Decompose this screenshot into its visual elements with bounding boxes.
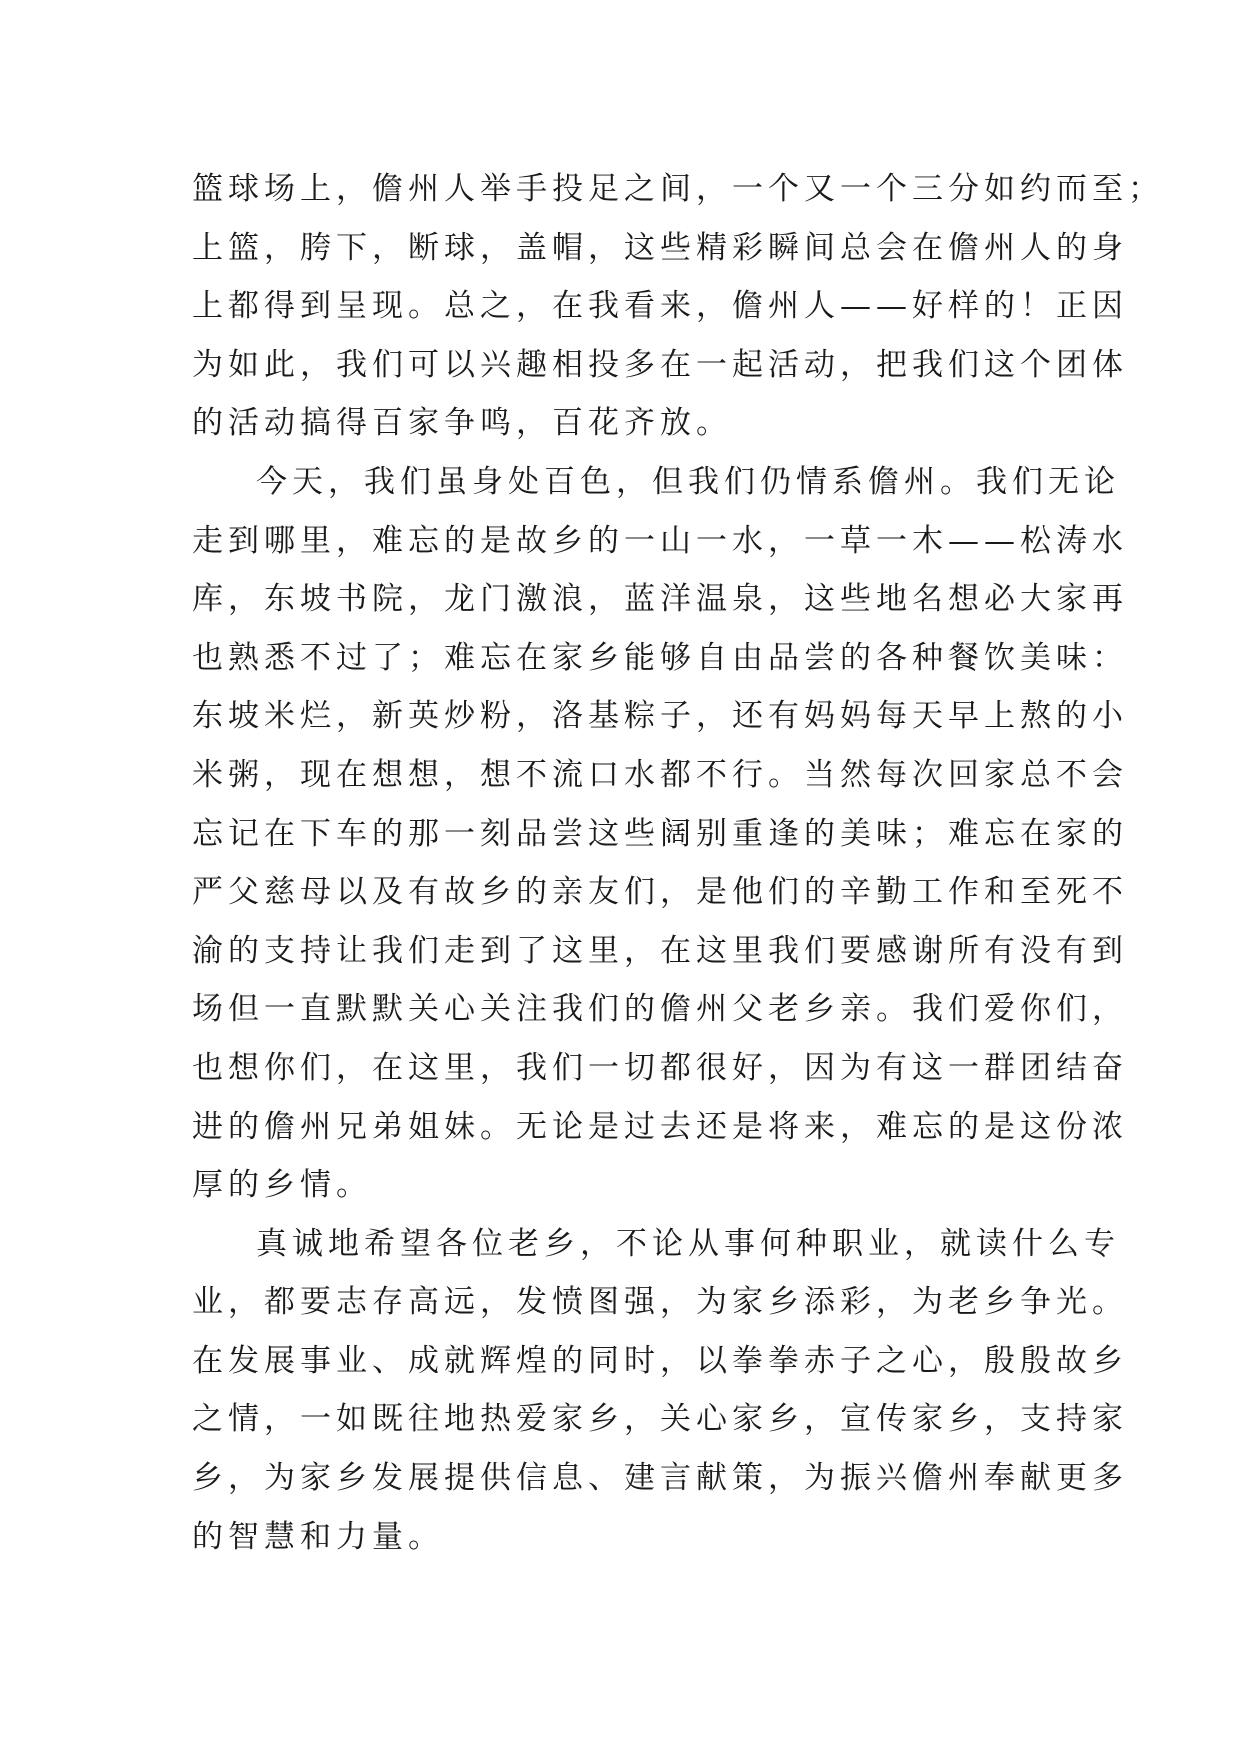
- text-line: 米粥，现在想想，想不流口水都不行。当然每次回家总不会: [192, 756, 1128, 793]
- text-line: 进的儋州兄弟姐妹。无论是过去还是将来，难忘的是这份浓: [192, 1108, 1128, 1145]
- text-line: 严父慈母以及有故乡的亲友们，是他们的辛勤工作和至死不: [192, 874, 1128, 911]
- text-line: 为如此，我们可以兴趣相投多在一起活动，把我们这个团体: [192, 346, 1128, 383]
- text-line: 走到哪里，难忘的是故乡的一山一水，一草一木——松涛水: [192, 522, 1128, 559]
- text-line: 的智慧和力量。: [192, 1518, 444, 1555]
- text-line: 乡，为家乡发展提供信息、建言献策，为振兴儋州奉献更多: [192, 1460, 1128, 1497]
- text-line: 东坡米烂，新英炒粉，洛基粽子，还有妈妈每天早上熬的小: [192, 698, 1128, 735]
- text-line: 库，东坡书院，龙门激浪，蓝洋温泉，这些地名想必大家再: [192, 581, 1128, 618]
- text-line: 上篮，胯下，断球，盖帽，这些精彩瞬间总会在儋州人的身: [192, 229, 1128, 266]
- text-line: 场但一直默默关心关注我们的儋州父老乡亲。我们爱你们，: [192, 991, 1128, 1028]
- text-line: 的活动搞得百家争鸣，百花齐放。: [192, 405, 732, 442]
- text-line: 忘记在下车的那一刻品尝这些阔别重逢的美味；难忘在家的: [192, 815, 1128, 852]
- text-line: 渝的支持让我们走到了这里，在这里我们要感谢所有没有到: [192, 932, 1128, 969]
- text-line: 也熟悉不过了；难忘在家乡能够自由品尝的各种餐饮美味：: [192, 639, 1128, 676]
- text-line: 上都得到呈现。总之，在我看来，儋州人——好样的！正因: [192, 288, 1128, 325]
- text-line: 也想你们，在这里，我们一切都很好，因为有这一群团结奋: [192, 1049, 1128, 1086]
- body-text: [192, 160, 1164, 1566]
- paragraph-first-line: 今天，我们虽身处百色，但我们仍情系儋州。我们无论: [256, 463, 1120, 500]
- text-line: 篮球场上，儋州人举手投足之间，一个又一个三分如约而至；: [192, 171, 1164, 207]
- text-line: 之情，一如既往地热爱家乡，关心家乡，宣传家乡，支持家: [192, 1401, 1128, 1438]
- paragraph-first-line: 真诚地希望各位老乡，不论从事何种职业，就读什么专: [256, 1225, 1120, 1262]
- text-line: 厚的乡情。: [192, 1167, 372, 1204]
- text-line: 在发展事业、成就辉煌的同时，以拳拳赤子之心，殷殷故乡: [192, 1342, 1128, 1379]
- text-line: 业，都要志存高远，发愤图强，为家乡添彩，为老乡争光。: [192, 1284, 1128, 1321]
